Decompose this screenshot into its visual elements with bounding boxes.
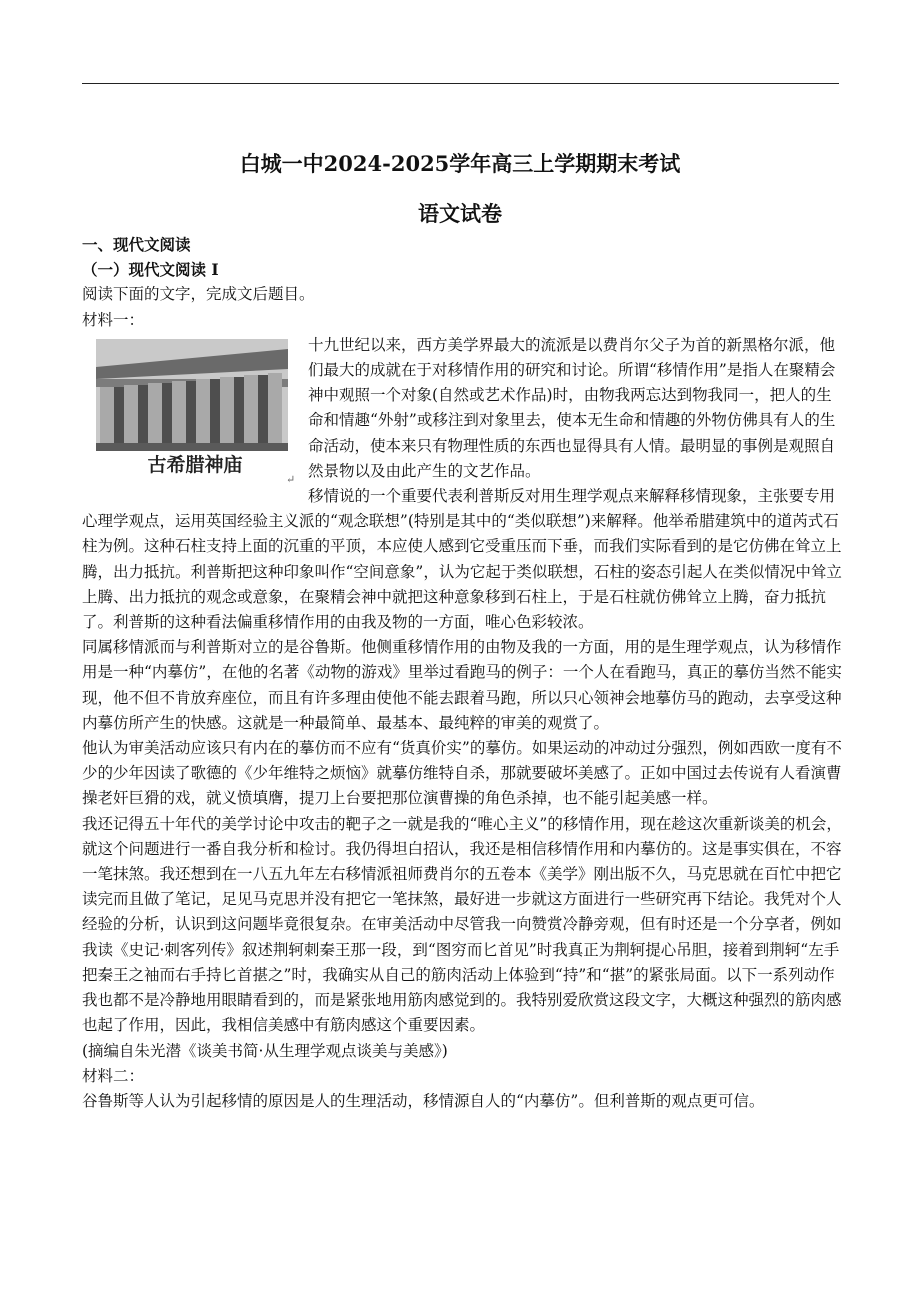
subject-title: 语文试卷 [418,201,502,226]
paragraph-1: 十九世纪以来，西方美学界最大的流派是以费肖尔父子为首的新黑格尔派，他们最大的成就在于对移情作用的研究和讨论。所谓“移情作用”是指人在聚精会神中观照一个对象(自然或艺术作品)时，由物我两忘达到物我同一，把人的生命和情趣“外射”或移注到对象里去，使本无生命和情趣的外物仿佛具有人的生命活动，使本来只有物理性质的东西也显得具有人情。最明显的事例是观照自然景物以及由此产生的文艺作品。 [308,335,836,480]
section-subheading: （一）现代文阅读 I [82,260,219,280]
source-citation: (摘编自朱光潜《谈美书简·从生理学观点谈美与美感》) [82,1041,448,1060]
header-rule [82,83,839,84]
paragraph-2: 移情说的一个重要代表利普斯反对用生理学观点来解释移情现象，主张要专用心理学观点，运用英国经验主义派的“观念联想”(特别是其中的“类似联想”)来解释。他举希腊建筑中的道芮式石柱为例。这种石柱支持上面的沉重的平顶，本应使人感到它受重压而下垂，而我们实际看到的是它仿佛在耸立上腾，出力抵抗。利普斯把这种印象叫作“空间意象”，认为它起于类似联想，石柱的姿态引起人在类似情况中耸立上腾、出力抵抗的观念或意象，在聚精会神中就把这种意象移到石柱上，于是石柱就仿佛耸立上腾，奋力抵抗了。利普斯的这种看法偏重移情作用的由我及物的一方面，唯心色彩较浓。 [82,487,842,632]
material-two-text: 谷鲁斯等人认为引起移情的原因是人的生理活动，移情源自人的“内摹仿”。但利普斯的观点更可信。 [82,1091,765,1110]
exam-title: 白城一中2024-2025学年高三上学期期末考试 [239,151,681,176]
return-mark: ↵ [286,472,296,486]
exam-content [82,232,842,1114]
section-heading: 一、现代文阅读 [82,235,191,254]
paragraph-5: 我还记得五十年代的美学讨论中攻击的靶子之一就是我的“唯心主义”的移情作用，现在趁这次重新谈美的机会，就这个问题进行一番自我分析和检讨。我仍得坦白招认，我还是相信移情作用和内摹仿的。这是事实俱在，不容一笔抹煞。我还想到在一八五九年左右移情派祖师费肖尔的五卷本《美学》刚出版不久，马克思就在百忙中把它读完而且做了笔记，足见马克思并没有把它一笔抹煞，最好进一步就这方面进行一些研究再下结论。我凭对个人经验的分析，认识到这问题毕竟很复杂。在审美活动中尽管我一向赞赏冷静旁观，但有时还是一个分享者，例如我读《史记·刺客列传》叙述荆轲刺秦王那一段，到“图穷而匕首见”时我真正为荆轲提心吊胆，接着到荆轲“左手把秦王之袖而右手持匕首揕之”时，我确实从自己的筋肉活动上体验到“持”和“揕”的紧张局面。以下一系列动作我也都不是冷静地用眼睛看到的，而是紧张地用筋肉感觉到的。我特别爱欣赏这段文字，大概这种强烈的筋肉感也起了作用，因此，我相信美感中有筋肉感这个重要因素。 [82,814,842,1035]
paragraph-4: 他认为审美活动应该只有内在的摹仿而不应有“货真价实”的摹仿。如果运动的冲动过分强烈，例如西欧一度有不少的少年因读了歌德的《少年维特之烦恼》就摹仿维特自杀，那就要破坏美感了。正如中国过去传说有人看演曹操老奸巨猾的戏，就义愤填膺，提刀上台要把那位演曹操的角色杀掉，也不能引起美感一样。 [82,739,842,808]
material-one-label: 材料一： [82,310,145,329]
temple-figure [82,335,308,493]
temple-photo [96,339,288,451]
figure-caption: 古希腊神庙 [147,453,243,476]
paragraph-3: 同属移情派而与利普斯对立的是谷鲁斯。他侧重移情作用的由物及我的一方面，用的是生理学观点，认为移情作用是一种“内摹仿”，在他的名著《动物的游戏》里举过看跑马的例子：一个人在看跑马，真正的摹仿当然不能实现，他不但不肯放弃座位，而且有许多理由使他不能去跟着马跑，所以只心领神会地摹仿马的跑动，去享受这种内摹仿所产生的快感。这就是一种最简单、最基本、最纯粹的审美的观赏了。 [82,638,842,732]
material-two-label: 材料二： [82,1066,145,1085]
instruction-text: 阅读下面的文字，完成文后题目。 [82,285,315,304]
